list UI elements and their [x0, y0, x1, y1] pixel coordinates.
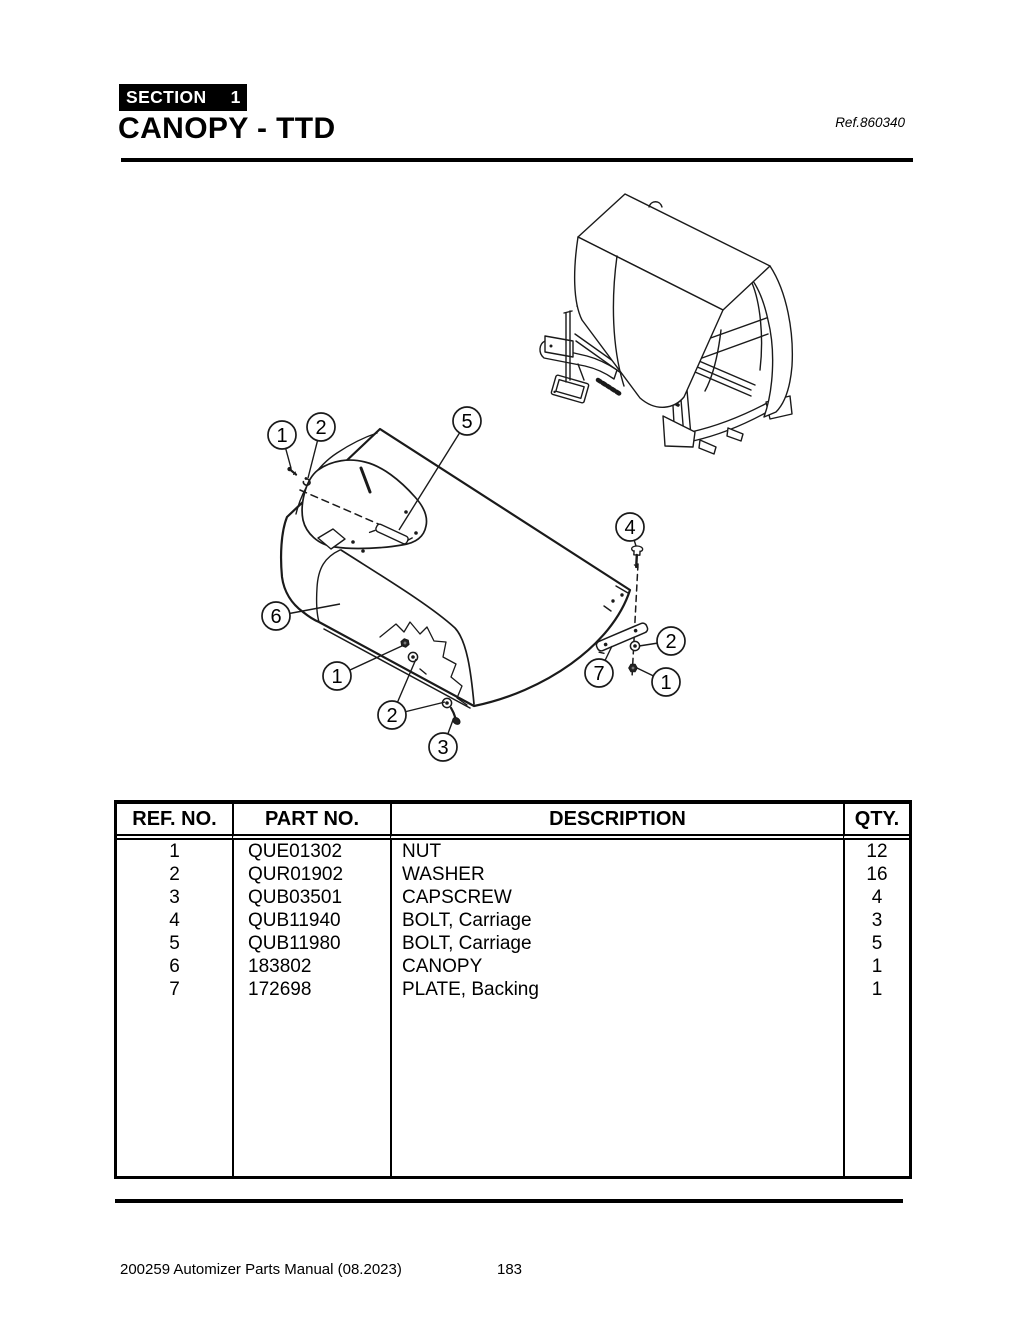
table-header-row: [117, 803, 909, 840]
table-cell: 183802: [232, 955, 390, 978]
table-cell: [843, 1001, 909, 1176]
callout-number: 6: [270, 606, 282, 629]
doc-ref: Ref.860340: [835, 115, 905, 130]
table-cell: 2: [169, 864, 180, 885]
footer-page-number: 183: [497, 1261, 523, 1278]
table-row: [117, 978, 909, 1001]
column-header-ref-no: REF. NO.: [117, 803, 232, 840]
table-cell: 3: [169, 887, 180, 908]
table-cell: 1: [843, 978, 909, 1001]
callout-number: 1: [276, 425, 288, 448]
table-cell: NUT: [390, 840, 843, 863]
callout-number: 2: [665, 631, 677, 654]
callout-number: 4: [624, 517, 636, 540]
table-cell: QUB11940: [232, 909, 390, 932]
footer-document-id: 200259 Automizer Parts Manual (08.2023): [120, 1261, 402, 1278]
table-cell: WASHER: [390, 863, 843, 886]
table-cell: 16: [843, 863, 909, 886]
callout-number: 5: [461, 411, 473, 434]
capscrew-glyph: [445, 708, 464, 726]
callout-number: 2: [315, 417, 327, 440]
column-header-part-no: PART NO.: [232, 803, 390, 840]
table-cell: 4: [169, 910, 180, 931]
table-cell: [117, 1001, 232, 1176]
table-cell: 7: [169, 979, 180, 1000]
callout-number: 2: [386, 705, 398, 728]
footer-rule: [115, 1199, 903, 1203]
column-header-qty: QTY.: [843, 803, 909, 840]
callout-number: 1: [331, 666, 343, 689]
callout-number: 3: [437, 737, 449, 760]
table-row: [117, 840, 909, 863]
table-cell: 12: [843, 840, 909, 863]
table-cell: QUB11980: [232, 932, 390, 955]
table-cell: 172698: [232, 978, 390, 1001]
table-row: [117, 932, 909, 955]
page-title: CANOPY - TTD: [118, 112, 336, 145]
table-cell: [232, 1001, 390, 1176]
table-row: [117, 955, 909, 978]
table-cell: 3: [843, 909, 909, 932]
table-cell: 1: [169, 841, 180, 862]
table-cell: QUB03501: [232, 886, 390, 909]
table-cell: BOLT, Carriage: [390, 932, 843, 955]
table-row: [117, 909, 909, 932]
table-cell: CANOPY: [390, 955, 843, 978]
callout-number: 1: [660, 672, 672, 695]
table-cell: QUE01302: [232, 840, 390, 863]
carriage-bolt-glyph: [631, 546, 643, 568]
section-label: SECTION: [126, 87, 207, 107]
table-cell: CAPSCREW: [390, 886, 843, 909]
table-cell: [390, 1001, 843, 1176]
parts-table-body: [117, 840, 909, 1176]
table-cell: 5: [169, 933, 180, 954]
table-cell: 5: [843, 932, 909, 955]
callout-number: 7: [593, 663, 605, 686]
table-row: [117, 863, 909, 886]
table-cell: QUR01902: [232, 863, 390, 886]
cab-frame-illustration: [540, 194, 792, 454]
section-number: 1: [230, 87, 241, 107]
table-cell: BOLT, Carriage: [390, 909, 843, 932]
table-cell: PLATE, Backing: [390, 978, 843, 1001]
table-cell: 6: [169, 956, 180, 977]
parts-table: [114, 800, 912, 1179]
table-cell: 1: [843, 955, 909, 978]
column-header-description: DESCRIPTION: [390, 803, 843, 840]
table-filler-row: [117, 1001, 909, 1176]
table-row: [117, 886, 909, 909]
small-bolt-glyph: [286, 466, 297, 476]
table-cell: 4: [843, 886, 909, 909]
